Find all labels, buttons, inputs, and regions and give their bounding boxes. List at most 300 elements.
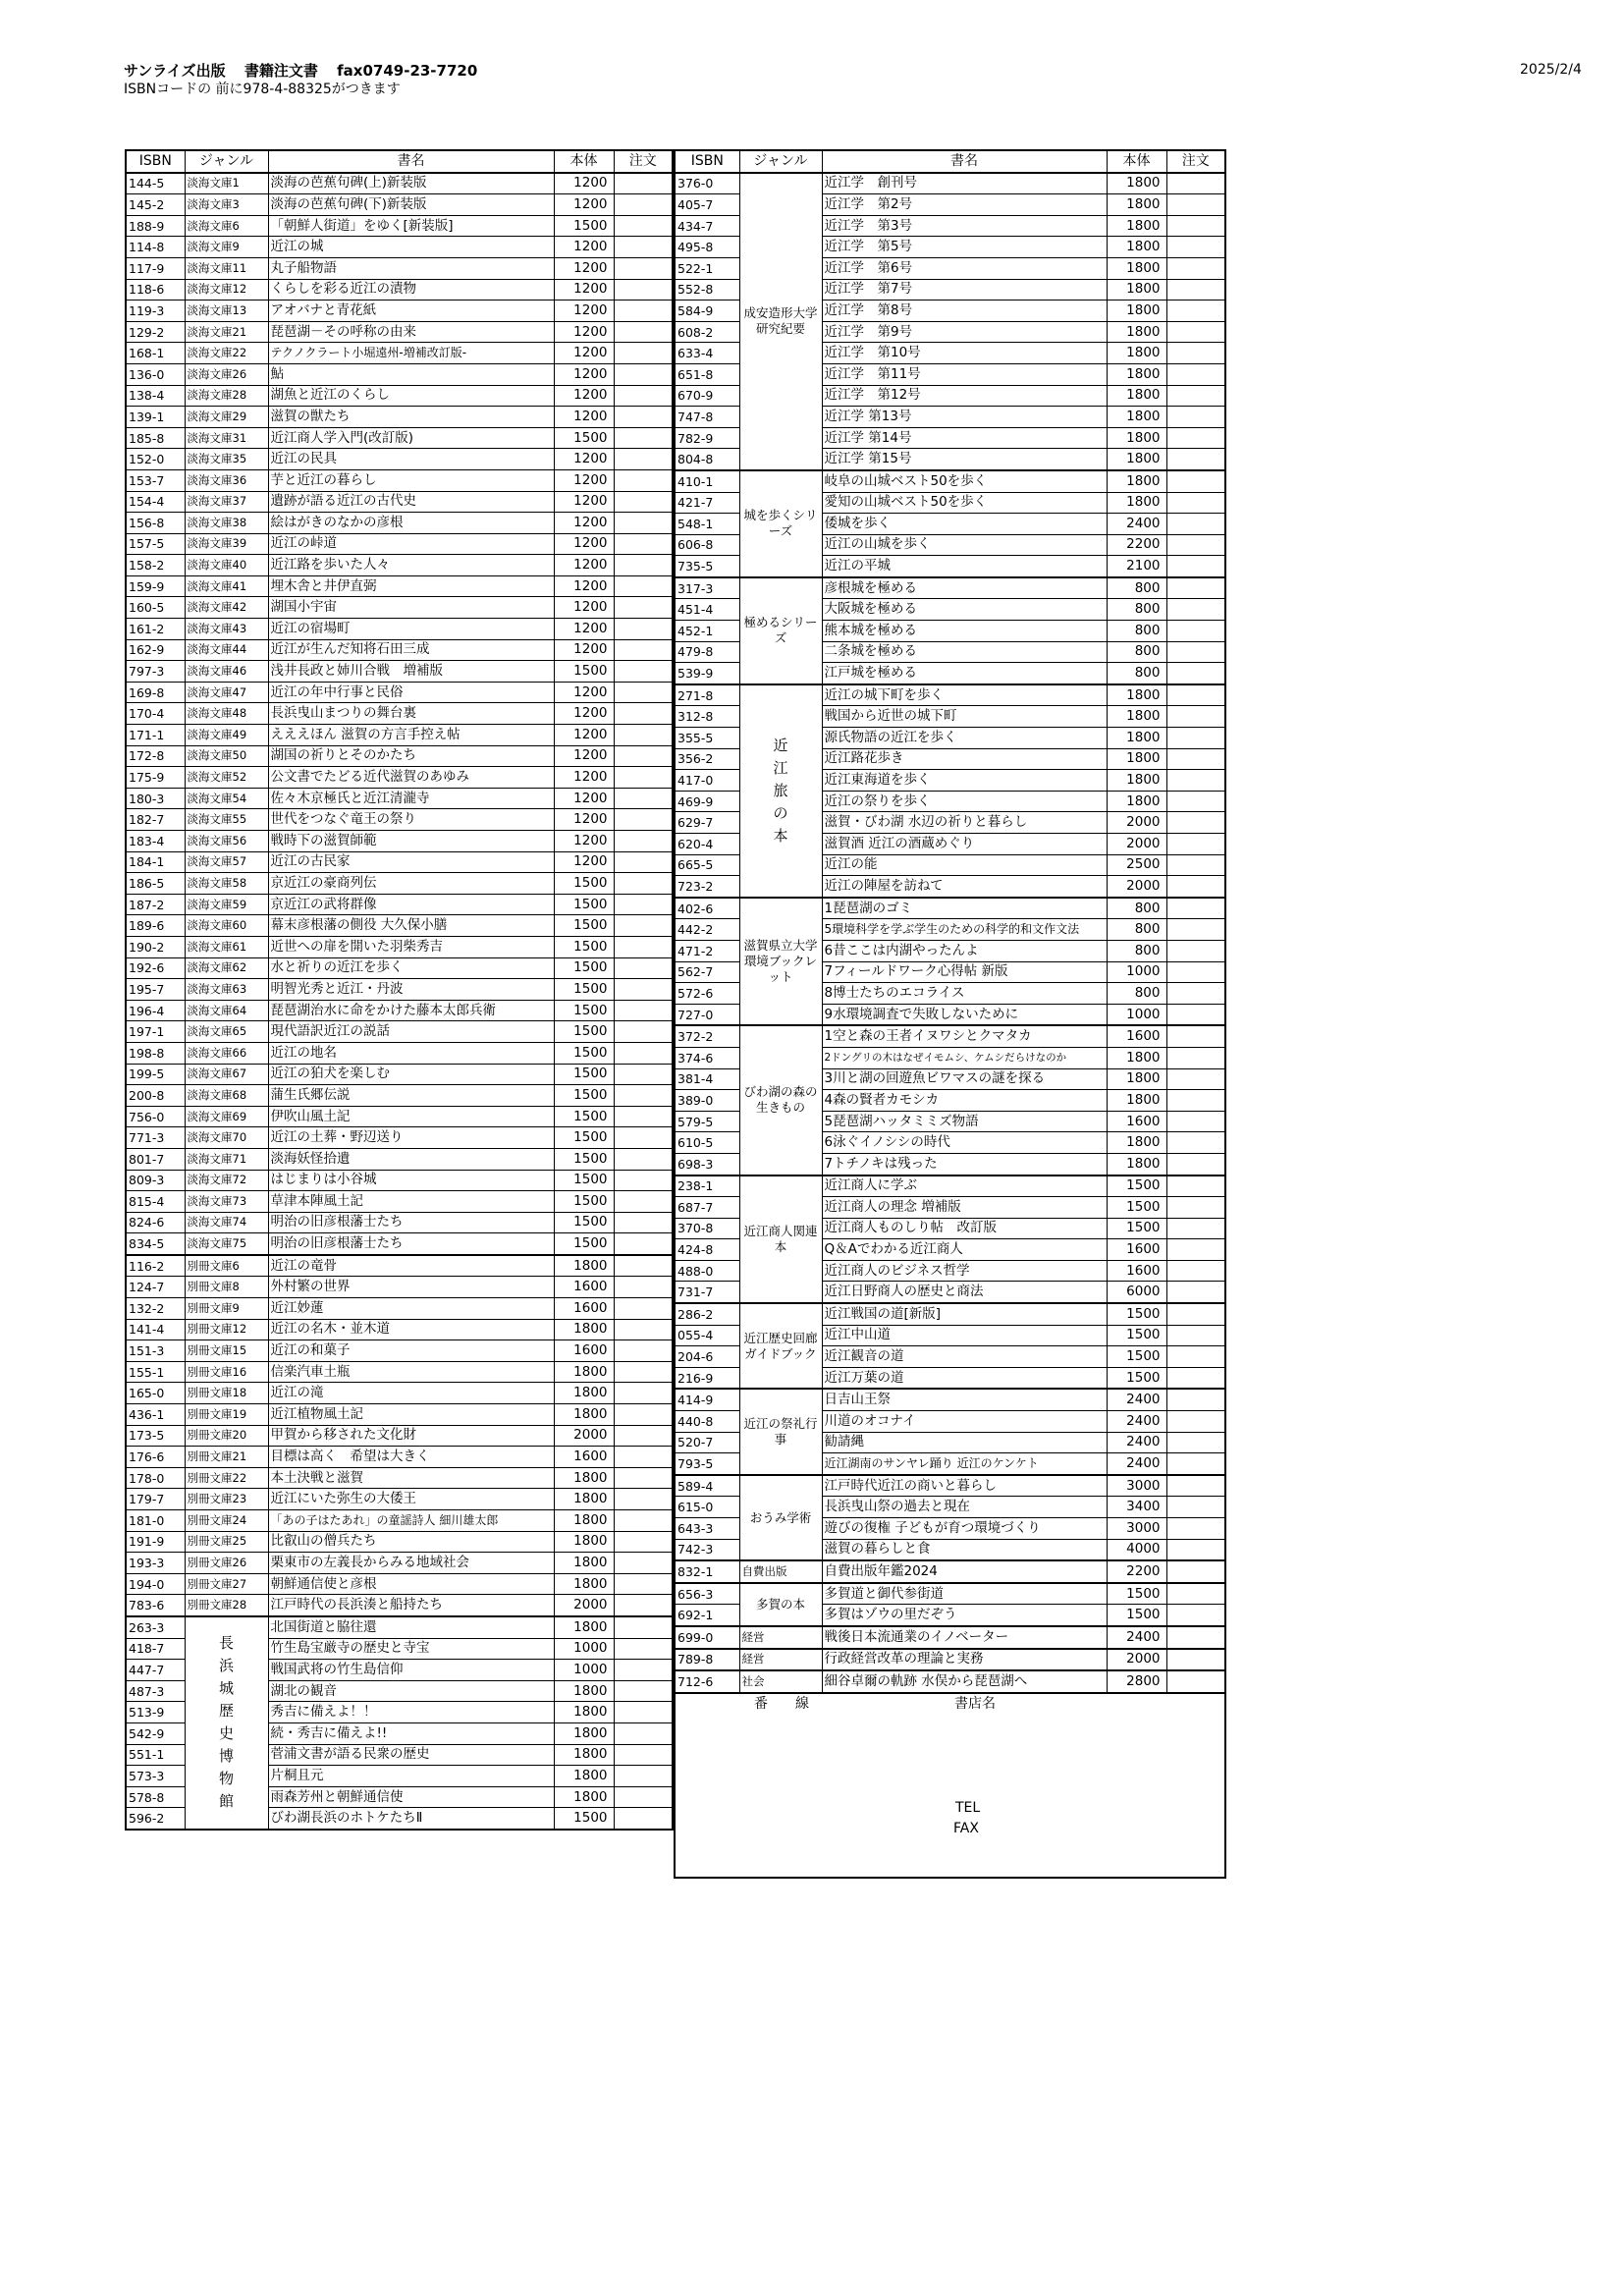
order-qty-cell[interactable] <box>1166 1411 1225 1433</box>
isbn-cell: 372-2 <box>675 1025 739 1047</box>
title-cell: 近江の能 <box>822 854 1107 876</box>
order-qty-cell[interactable] <box>614 619 673 640</box>
title-cell: 戦時下の滋賀師範 <box>268 831 554 852</box>
title-cell: 湖魚と近江のくらし <box>268 385 554 407</box>
genre-cell: 近江旅の本 <box>739 684 822 898</box>
order-qty-cell[interactable] <box>1166 621 1225 642</box>
title-cell: 近江妙蓮 <box>268 1298 554 1320</box>
order-qty-cell[interactable] <box>1166 385 1225 407</box>
price-cell: 1800 <box>1107 194 1166 216</box>
book-row <box>126 1127 673 1149</box>
book-row <box>126 427 673 449</box>
genre-cell: 淡海文庫3 <box>185 194 268 216</box>
order-qty-cell[interactable] <box>614 1766 673 1787</box>
book-row <box>126 343 673 364</box>
order-qty-cell[interactable] <box>614 597 673 619</box>
price-cell: 1200 <box>554 385 614 407</box>
genre-cell: 別冊文庫23 <box>185 1489 268 1510</box>
order-qty-cell[interactable] <box>614 1085 673 1107</box>
title-cell: 秀吉に備えよ！！ <box>268 1702 554 1723</box>
price-cell: 1800 <box>554 1786 614 1808</box>
order-qty-cell[interactable] <box>1166 834 1225 855</box>
title-cell: 世代をつなぐ竜王の祭り <box>268 809 554 831</box>
order-qty-cell[interactable] <box>1166 961 1225 983</box>
price-cell: 1500 <box>554 1064 614 1085</box>
isbn-cell: 440-8 <box>675 1411 739 1433</box>
price-cell: 1600 <box>554 1340 614 1362</box>
genre-cell: 淡海文庫44 <box>185 639 268 661</box>
book-row <box>126 173 673 194</box>
order-qty-cell[interactable] <box>614 407 673 428</box>
genre-cell: 淡海文庫68 <box>185 1085 268 1107</box>
title-cell: 近江の祭りを歩く <box>822 791 1107 812</box>
order-qty-cell[interactable] <box>614 427 673 449</box>
order-qty-cell[interactable] <box>614 1531 673 1553</box>
order-qty-cell[interactable] <box>1166 1497 1225 1518</box>
genre-cell: 淡海文庫66 <box>185 1042 268 1064</box>
col-price-header: 本体 <box>1107 150 1166 173</box>
book-row <box>126 1085 673 1107</box>
genre-cell: 淡海文庫75 <box>185 1233 268 1255</box>
isbn-cell: 436-1 <box>126 1404 185 1426</box>
title-cell: 大阪城を極める <box>822 599 1107 621</box>
book-row <box>126 1447 673 1468</box>
order-qty-cell[interactable] <box>1166 1560 1225 1583</box>
book-row <box>126 1000 673 1021</box>
order-qty-cell[interactable] <box>1166 919 1225 941</box>
order-qty-cell[interactable] <box>1166 343 1225 364</box>
order-qty-cell[interactable] <box>1166 257 1225 279</box>
isbn-cell: 136-0 <box>126 363 185 385</box>
col-isbn-header: ISBN <box>126 150 185 173</box>
order-qty-cell[interactable] <box>1166 1239 1225 1261</box>
order-qty-cell[interactable] <box>1166 706 1225 728</box>
title-cell: 近江学 第13号 <box>822 407 1107 428</box>
order-qty-cell[interactable] <box>1166 791 1225 812</box>
order-qty-cell[interactable] <box>614 703 673 725</box>
order-qty-cell[interactable] <box>614 1722 673 1744</box>
price-cell: 1800 <box>554 1616 614 1638</box>
order-qty-cell[interactable] <box>1166 1068 1225 1090</box>
title-cell: 京近江の豪商列伝 <box>268 873 554 895</box>
order-qty-cell[interactable] <box>1166 1605 1225 1626</box>
order-qty-cell[interactable] <box>614 1702 673 1723</box>
order-qty-cell[interactable] <box>614 1212 673 1233</box>
order-qty-cell[interactable] <box>614 1595 673 1616</box>
isbn-cell: 615-0 <box>675 1497 739 1518</box>
genre-cell: 淡海文庫37 <box>185 491 268 513</box>
tel-label: TEL <box>955 1799 981 1816</box>
book-row <box>126 682 673 703</box>
order-qty-cell[interactable] <box>614 1319 673 1340</box>
price-cell: 3000 <box>1107 1518 1166 1540</box>
genre-cell: 多賀の本 <box>739 1583 822 1626</box>
order-qty-cell[interactable] <box>1166 1389 1225 1410</box>
isbn-cell: 195-7 <box>126 979 185 1001</box>
price-cell: 1000 <box>554 1660 614 1681</box>
price-cell: 1500 <box>554 894 614 915</box>
order-qty-cell[interactable] <box>1166 1282 1225 1303</box>
order-qty-cell[interactable] <box>614 1340 673 1362</box>
price-cell: 2400 <box>1107 1389 1166 1410</box>
order-qty-cell[interactable] <box>1166 728 1225 749</box>
price-cell: 1200 <box>554 363 614 385</box>
order-qty-cell[interactable] <box>1166 1649 1225 1671</box>
order-qty-cell[interactable] <box>614 533 673 555</box>
isbn-cell: 656-3 <box>675 1583 739 1605</box>
order-qty-cell[interactable] <box>1166 514 1225 535</box>
bookstore-box <box>675 1693 1225 1878</box>
isbn-cell: 410-1 <box>675 470 739 492</box>
genre-cell: 別冊文庫21 <box>185 1447 268 1468</box>
order-qty-cell[interactable] <box>1166 1432 1225 1453</box>
order-qty-cell[interactable] <box>614 915 673 937</box>
order-qty-cell[interactable] <box>614 173 673 194</box>
order-qty-cell[interactable] <box>614 301 673 322</box>
isbn-cell: 180-3 <box>126 788 185 809</box>
order-qty-cell[interactable] <box>614 1106 673 1127</box>
order-qty-cell[interactable] <box>614 1553 673 1574</box>
order-qty-cell[interactable] <box>1166 1367 1225 1389</box>
isbn-cell: 562-7 <box>675 961 739 983</box>
genre-cell: 近江の祭礼行事 <box>739 1389 822 1474</box>
order-qty-cell[interactable] <box>614 1383 673 1404</box>
title-cell: 近江路花歩き <box>822 748 1107 770</box>
price-cell: 1500 <box>1107 1605 1166 1626</box>
order-qty-cell[interactable] <box>614 1148 673 1170</box>
price-cell: 1200 <box>554 513 614 534</box>
order-qty-cell[interactable] <box>1166 301 1225 322</box>
price-cell: 2500 <box>1107 854 1166 876</box>
isbn-cell: 451-4 <box>675 599 739 621</box>
order-qty-cell[interactable] <box>614 1000 673 1021</box>
order-qty-cell[interactable] <box>614 215 673 237</box>
genre-cell: 淡海文庫28 <box>185 385 268 407</box>
book-row <box>126 407 673 428</box>
order-qty-cell[interactable] <box>1166 1132 1225 1154</box>
price-cell: 2200 <box>1107 534 1166 556</box>
isbn-cell: 183-4 <box>126 831 185 852</box>
order-qty-cell[interactable] <box>1166 1090 1225 1112</box>
order-qty-cell[interactable] <box>1166 427 1225 449</box>
order-qty-cell[interactable] <box>614 745 673 767</box>
price-cell: 1800 <box>1107 237 1166 258</box>
isbn-cell: 418-7 <box>126 1638 185 1660</box>
price-cell: 2000 <box>1107 1649 1166 1671</box>
order-qty-cell[interactable] <box>614 1255 673 1277</box>
price-cell: 1500 <box>554 1021 614 1043</box>
order-qty-cell[interactable] <box>614 767 673 789</box>
order-qty-cell[interactable] <box>614 1573 673 1595</box>
order-qty-cell[interactable] <box>1166 237 1225 258</box>
book-row <box>126 1595 673 1616</box>
isbn-cell: 356-2 <box>675 748 739 770</box>
order-qty-cell[interactable] <box>614 831 673 852</box>
order-qty-cell[interactable] <box>1166 1153 1225 1175</box>
order-qty-cell[interactable] <box>614 873 673 895</box>
order-qty-cell[interactable] <box>614 1447 673 1468</box>
price-cell: 1800 <box>1107 706 1166 728</box>
order-qty-cell[interactable] <box>614 343 673 364</box>
order-qty-cell[interactable] <box>614 1808 673 1830</box>
order-qty-cell[interactable] <box>614 1191 673 1213</box>
order-qty-cell[interactable] <box>614 449 673 470</box>
order-qty-cell[interactable] <box>1166 1197 1225 1219</box>
price-cell: 1500 <box>554 215 614 237</box>
price-cell: 1800 <box>554 1383 614 1404</box>
order-qty-cell[interactable] <box>1166 1670 1225 1693</box>
order-qty-cell[interactable] <box>1166 577 1225 599</box>
order-qty-cell[interactable] <box>1166 940 1225 961</box>
order-qty-cell[interactable] <box>614 1660 673 1681</box>
order-qty-cell[interactable] <box>614 491 673 513</box>
title-cell: 滋賀の暮らしと食 <box>822 1539 1107 1560</box>
order-qty-cell[interactable] <box>1166 1260 1225 1282</box>
order-qty-cell[interactable] <box>1166 1111 1225 1132</box>
order-qty-cell[interactable] <box>614 957 673 979</box>
title-cell: 近江学 創刊号 <box>822 173 1107 194</box>
order-qty-cell[interactable] <box>1166 363 1225 385</box>
genre-cell: 淡海文庫73 <box>185 1191 268 1213</box>
order-qty-cell[interactable] <box>1166 1626 1225 1649</box>
order-qty-cell[interactable] <box>1166 599 1225 621</box>
order-qty-cell[interactable] <box>1166 684 1225 706</box>
order-qty-cell[interactable] <box>614 661 673 683</box>
order-qty-cell[interactable] <box>1166 854 1225 876</box>
order-qty-cell[interactable] <box>1166 770 1225 792</box>
order-qty-cell[interactable] <box>614 257 673 279</box>
order-qty-cell[interactable] <box>1166 1325 1225 1346</box>
book-row <box>126 555 673 576</box>
order-qty-cell[interactable] <box>614 1277 673 1298</box>
price-cell: 1800 <box>1107 1153 1166 1175</box>
order-qty-cell[interactable] <box>614 894 673 915</box>
price-cell: 1600 <box>554 1277 614 1298</box>
title-cell: くらしを彩る近江の漬物 <box>268 279 554 301</box>
title-cell: 滋賀・びわ湖 水辺の祈りと暮らし <box>822 812 1107 834</box>
book-row <box>126 237 673 258</box>
title-cell: 多賀はゾウの里だぞう <box>822 1605 1107 1626</box>
genre-cell: 淡海文庫36 <box>185 469 268 491</box>
order-qty-cell[interactable] <box>614 1489 673 1510</box>
book-row <box>126 1064 673 1085</box>
price-cell: 2400 <box>1107 1432 1166 1453</box>
order-qty-cell[interactable] <box>614 1042 673 1064</box>
genre-cell: 淡海文庫29 <box>185 407 268 428</box>
isbn-cell: 687-7 <box>675 1197 739 1219</box>
book-row <box>126 703 673 725</box>
order-qty-cell[interactable] <box>614 1680 673 1702</box>
order-qty-cell[interactable] <box>1166 321 1225 343</box>
order-qty-cell[interactable] <box>1166 1025 1225 1047</box>
order-qty-cell[interactable] <box>614 1127 673 1149</box>
title-cell: 近江の年中行事と民俗 <box>268 682 554 703</box>
order-qty-cell[interactable] <box>1166 898 1225 919</box>
order-qty-cell[interactable] <box>614 279 673 301</box>
isbn-cell: 204-6 <box>675 1346 739 1368</box>
order-qty-cell[interactable] <box>1166 1475 1225 1497</box>
order-qty-cell[interactable] <box>614 363 673 385</box>
order-qty-cell[interactable] <box>614 1361 673 1383</box>
order-qty-cell[interactable] <box>614 1425 673 1447</box>
order-qty-cell[interactable] <box>614 513 673 534</box>
order-qty-cell[interactable] <box>1166 470 1225 492</box>
order-qty-cell[interactable] <box>1166 748 1225 770</box>
order-qty-cell[interactable] <box>614 1064 673 1085</box>
book-row <box>675 1649 1225 1671</box>
isbn-cell: 801-7 <box>126 1148 185 1170</box>
price-cell: 1800 <box>1107 728 1166 749</box>
title-cell: 近江学 第14号 <box>822 427 1107 449</box>
price-cell: 1800 <box>554 1553 614 1574</box>
order-qty-cell[interactable] <box>1166 1218 1225 1239</box>
isbn-cell: 271-8 <box>675 684 739 706</box>
title-cell: 近江学 第11号 <box>822 363 1107 385</box>
order-qty-cell[interactable] <box>1166 173 1225 194</box>
order-qty-cell[interactable] <box>614 682 673 703</box>
col-price-header: 本体 <box>554 150 614 173</box>
order-qty-cell[interactable] <box>1166 876 1225 898</box>
title-cell: 多賀道と御代参街道 <box>822 1583 1107 1605</box>
order-qty-cell[interactable] <box>1166 1453 1225 1475</box>
order-qty-cell[interactable] <box>614 1510 673 1532</box>
price-cell: 800 <box>1107 983 1166 1005</box>
isbn-cell: 548-1 <box>675 514 739 535</box>
title-cell: 近江商人のビジネス哲学 <box>822 1260 1107 1282</box>
isbn-cell: 370-8 <box>675 1218 739 1239</box>
order-qty-cell[interactable] <box>1166 1518 1225 1540</box>
price-cell: 1500 <box>1107 1218 1166 1239</box>
order-qty-cell[interactable] <box>1166 215 1225 237</box>
order-qty-cell[interactable] <box>614 1298 673 1320</box>
title-cell: 滋賀酒 近江の酒蔵めぐり <box>822 834 1107 855</box>
isbn-cell: 381-4 <box>675 1068 739 1090</box>
title-cell: 栗東市の左義長からみる地域社会 <box>268 1553 554 1574</box>
price-cell: 1200 <box>554 831 614 852</box>
book-row <box>126 1531 673 1553</box>
order-qty-cell[interactable] <box>614 936 673 957</box>
order-qty-cell[interactable] <box>614 1233 673 1255</box>
title-cell: 「あの子はたあれ」の童謡詩人 細川雄太郎 <box>268 1510 554 1532</box>
order-qty-cell[interactable] <box>614 1467 673 1489</box>
order-qty-cell[interactable] <box>1166 1004 1225 1025</box>
order-qty-cell[interactable] <box>614 194 673 216</box>
order-qty-cell[interactable] <box>614 979 673 1001</box>
title-cell: 近江路を歩いた人々 <box>268 555 554 576</box>
order-qty-cell[interactable] <box>1166 663 1225 684</box>
genre-cell: 別冊文庫27 <box>185 1573 268 1595</box>
book-row <box>126 533 673 555</box>
book-row <box>126 257 673 279</box>
order-qty-cell[interactable] <box>614 1021 673 1043</box>
order-qty-cell[interactable] <box>614 469 673 491</box>
price-cell: 1500 <box>554 661 614 683</box>
title-cell: 8博士たちのエコライス <box>822 983 1107 1005</box>
order-qty-cell[interactable] <box>614 851 673 873</box>
title-cell: 源氏物語の近江を歩く <box>822 728 1107 749</box>
genre-cell: 淡海文庫12 <box>185 279 268 301</box>
price-cell: 1800 <box>1107 492 1166 514</box>
isbn-cell: 414-9 <box>675 1389 739 1410</box>
isbn-cell: 194-0 <box>126 1573 185 1595</box>
isbn-cell: 629-7 <box>675 812 739 834</box>
order-qty-cell[interactable] <box>614 639 673 661</box>
bookstore-area <box>675 1693 1225 1878</box>
title-cell: えええほん 滋賀の方言手控え帖 <box>268 725 554 746</box>
genre-cell: 淡海文庫62 <box>185 957 268 979</box>
isbn-cell: 155-1 <box>126 1361 185 1383</box>
order-qty-cell[interactable] <box>614 321 673 343</box>
order-qty-cell[interactable] <box>1166 194 1225 216</box>
order-qty-cell[interactable] <box>1166 407 1225 428</box>
price-cell: 1500 <box>1107 1197 1166 1219</box>
genre-cell: 淡海文庫40 <box>185 555 268 576</box>
title-cell: 続・秀吉に備えよ!! <box>268 1722 554 1744</box>
isbn-cell: 589-4 <box>675 1475 739 1497</box>
order-qty-cell[interactable] <box>614 725 673 746</box>
order-qty-cell[interactable] <box>614 1638 673 1660</box>
order-qty-cell[interactable] <box>1166 1346 1225 1368</box>
price-cell: 1200 <box>554 809 614 831</box>
order-qty-cell[interactable] <box>1166 1539 1225 1560</box>
order-qty-cell[interactable] <box>1166 983 1225 1005</box>
order-qty-cell[interactable] <box>614 1404 673 1426</box>
price-cell: 1800 <box>1107 748 1166 770</box>
order-qty-cell[interactable] <box>1166 1175 1225 1197</box>
order-qty-cell[interactable] <box>1166 534 1225 556</box>
order-qty-cell[interactable] <box>614 1170 673 1191</box>
order-qty-cell[interactable] <box>614 809 673 831</box>
isbn-cell: 055-4 <box>675 1325 739 1346</box>
isbn-cell: 421-7 <box>675 492 739 514</box>
order-qty-cell[interactable] <box>1166 1303 1225 1325</box>
genre-cell: 淡海文庫61 <box>185 936 268 957</box>
order-qty-cell[interactable] <box>614 555 673 576</box>
order-qty-cell[interactable] <box>614 1744 673 1766</box>
order-qty-cell[interactable] <box>1166 556 1225 577</box>
isbn-cell: 173-5 <box>126 1425 185 1447</box>
order-qty-cell[interactable] <box>1166 1047 1225 1068</box>
isbn-cell: 154-4 <box>126 491 185 513</box>
order-qty-cell[interactable] <box>1166 812 1225 834</box>
title-cell: 公文書でたどる近代滋賀のあゆみ <box>268 767 554 789</box>
order-qty-cell[interactable] <box>614 575 673 597</box>
title-cell: 近江の狛犬を楽しむ <box>268 1064 554 1085</box>
isbn-cell: 573-3 <box>126 1766 185 1787</box>
order-qty-cell[interactable] <box>614 237 673 258</box>
price-cell: 800 <box>1107 621 1166 642</box>
isbn-cell: 182-7 <box>126 809 185 831</box>
isbn-cell: 172-8 <box>126 745 185 767</box>
title-cell: 信楽汽車土瓶 <box>268 1361 554 1383</box>
title-cell: 浅井長政と姉川合戦 増補版 <box>268 661 554 683</box>
order-qty-cell[interactable] <box>1166 1583 1225 1605</box>
order-qty-cell[interactable] <box>614 1786 673 1808</box>
left-header-row <box>126 150 673 173</box>
order-qty-cell[interactable] <box>614 788 673 809</box>
book-row <box>126 1425 673 1447</box>
order-qty-cell[interactable] <box>1166 641 1225 663</box>
order-qty-cell[interactable] <box>614 1616 673 1638</box>
order-qty-cell[interactable] <box>1166 279 1225 301</box>
order-qty-cell[interactable] <box>614 385 673 407</box>
order-qty-cell[interactable] <box>1166 449 1225 470</box>
isbn-cell: 513-9 <box>126 1702 185 1723</box>
price-cell: 2400 <box>1107 1411 1166 1433</box>
order-qty-cell[interactable] <box>1166 492 1225 514</box>
title-cell: 近江日野商人の歴史と商法 <box>822 1282 1107 1303</box>
title-cell: 丸子船物語 <box>268 257 554 279</box>
